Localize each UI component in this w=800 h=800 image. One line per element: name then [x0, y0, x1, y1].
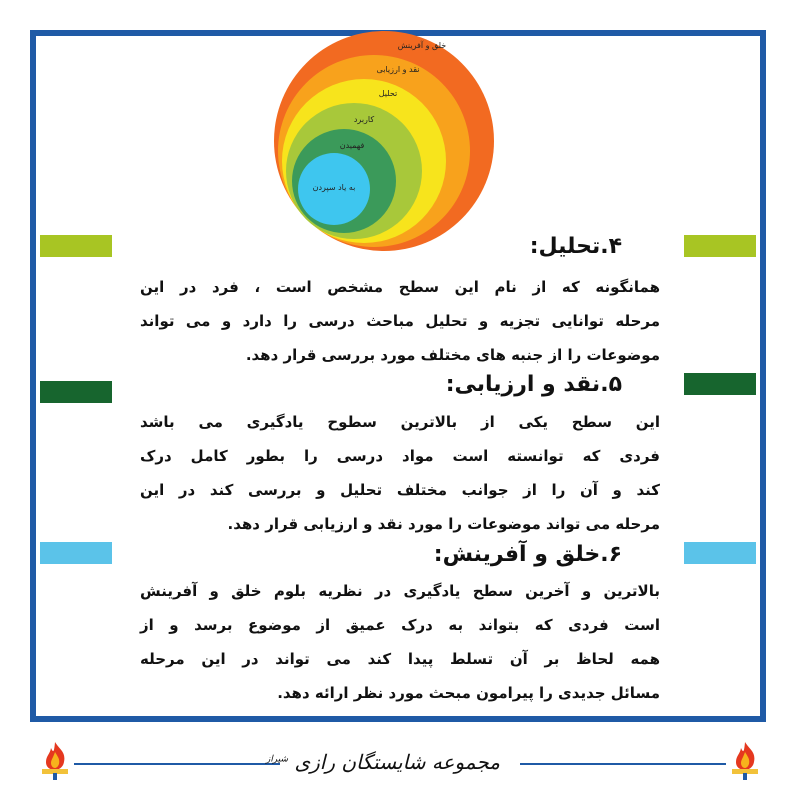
level-label-analyze: تحلیل [378, 89, 398, 98]
flame-logo-icon [728, 740, 762, 780]
section-6-left-bar [40, 542, 112, 564]
level-label-evaluate: نقد و ارزیابی [376, 65, 420, 74]
section-4-paragraph [140, 270, 660, 372]
section-6-paragraph [140, 574, 660, 710]
section-5-line: این سطح یکی از بالاترین سطوح یادگیری می باشد [140, 413, 660, 431]
section-6-line: مسائل جدیدی را پیرامون مبحث مورد نظر ارائه دهد. [277, 684, 660, 702]
level-label-apply: کاربرد [353, 115, 375, 124]
section-4-line: مرحله توانایی تجزیه و تحلیل مباحث درسی را دارد و می تواند [140, 312, 660, 330]
section-5-heading: ۵.نقد و ارزیابی: [445, 372, 622, 397]
section-6-line: بالاترین و آخرین سطح یادگیری در نظریه بلوم خلق و آفرینش [140, 582, 660, 600]
footer-title-text: مجموعه شایستگان رازی [294, 750, 500, 774]
footer [0, 722, 800, 800]
flame-logo-icon [38, 740, 72, 780]
section-6-heading: ۶.خلق و آفرینش: [433, 542, 622, 567]
section-4-right-bar [684, 235, 756, 257]
section-6-line: است فردی که بتواند به درک عمیق از موضوع برسد و از [140, 616, 660, 634]
section-4-line: همانگونه که از نام این سطح مشخص است ، فرد در این [140, 278, 660, 296]
footer-title [266, 750, 500, 774]
footer-subtitle: شیراز [266, 754, 289, 765]
section-6-right-bar [684, 542, 756, 564]
section-5-line: مرحله می تواند موضوعات را مورد نقد و ارزیابی قرار دهد. [227, 515, 660, 533]
section-5-line: کند و آن را از جوانب مختلف تحلیل و بررسی کند در این [140, 481, 660, 499]
section-5-paragraph [140, 405, 660, 541]
bloom-diagram-svg [270, 30, 498, 252]
section-5-left-bar [40, 381, 112, 403]
bloom-diagram [270, 30, 498, 252]
footer-line-left [74, 763, 280, 765]
section-5-right-bar [684, 373, 756, 395]
section-4-left-bar [40, 235, 112, 257]
section-6-line: همه لحاظ بر آن تسلط پیدا کند می تواند در این مرحله [140, 650, 660, 668]
section-5-line: فردی که توانسته است مواد درسی را بطور کامل درک [140, 447, 660, 465]
footer-line-right [520, 763, 726, 765]
section-4-line: موضوعات را از جنبه های مختلف مورد بررسی قرار دهد. [245, 346, 660, 364]
section-4-heading: ۴.تحلیل: [529, 234, 622, 259]
level-label-create: خلق و آفرینش [397, 41, 447, 50]
level-label-understand: فهمیدن [339, 141, 365, 150]
level-label-remember: به یاد سپردن [312, 183, 356, 192]
